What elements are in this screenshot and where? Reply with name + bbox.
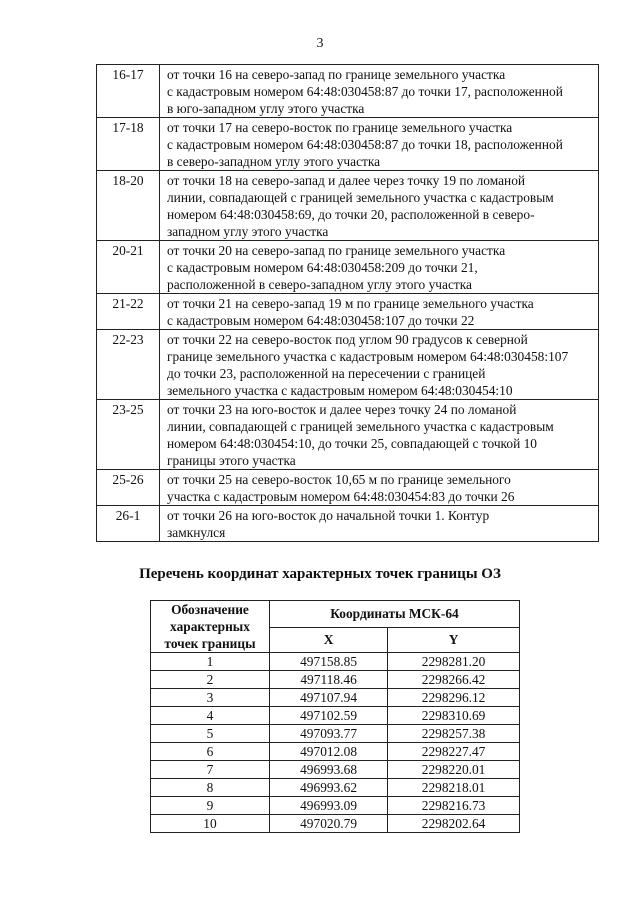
segment-description-line: линии, совпадающей с границей земельного участка с кадастровым [167, 190, 554, 205]
coordinate-row [151, 707, 520, 725]
segment-row [97, 171, 599, 241]
point-id-cell: 8 [151, 779, 270, 797]
coordinate-row [151, 797, 520, 815]
x-value-cell: 497158.85 [270, 653, 388, 671]
x-value-cell: 497093.77 [270, 725, 388, 743]
segment-code: 23-25 [97, 400, 160, 470]
point-label-header-line: точек границы [164, 636, 256, 651]
y-value-cell: 2298296.12 [388, 689, 520, 707]
segment-description [160, 65, 599, 118]
coordinates-table [150, 600, 520, 833]
coordinate-row [151, 671, 520, 689]
x-value-cell: 497107.94 [270, 689, 388, 707]
point-id-cell: 7 [151, 761, 270, 779]
segment-description-line: от точки 20 на северо-запад по границе земельного участка [167, 243, 506, 258]
segment-description-line: номером 64:48:030458:69, до точки 20, расположенной в северо- [167, 207, 535, 222]
segment-description-line: земельного участка с кадастровым номером 64:48:030454:10 [167, 383, 513, 398]
segment-description [160, 470, 599, 506]
segment-description-line: до точки 23, расположенной на пересечении с границей [167, 366, 486, 381]
y-value-cell: 2298281.20 [388, 653, 520, 671]
segment-description [160, 506, 599, 542]
page-number: 3 [316, 36, 324, 51]
x-value-cell: 496993.62 [270, 779, 388, 797]
segment-description-line: западном углу этого участка [167, 224, 329, 239]
segment-code: 22-23 [97, 330, 160, 400]
segment-code: 25-26 [97, 470, 160, 506]
segment-description [160, 400, 599, 470]
segment-description-line: участка с кадастровым номером 64:48:030454:83 до точки 26 [167, 489, 515, 504]
segment-row [97, 330, 599, 400]
coordinate-row [151, 689, 520, 707]
coordinate-row [151, 761, 520, 779]
x-value-cell: 496993.09 [270, 797, 388, 815]
x-value-cell: 497102.59 [270, 707, 388, 725]
y-value-cell: 2298218.01 [388, 779, 520, 797]
segment-description-line: с кадастровым номером 64:48:030458:87 до точки 17, расположенной [167, 84, 563, 99]
segment-description-line: от точки 16 на северо-запад по границе земельного участка [167, 67, 506, 82]
y-value-cell: 2298220.01 [388, 761, 520, 779]
section-title: Перечень координат характерных точек границы ОЗ [139, 566, 501, 582]
point-id-cell: 4 [151, 707, 270, 725]
point-id-cell: 6 [151, 743, 270, 761]
x-value-cell: 497020.79 [270, 815, 388, 833]
segment-description-line: от точки 18 на северо-запад и далее через точку 19 по ломаной [167, 173, 526, 188]
segment-description-line: линии, совпадающей с границей земельного участка с кадастровым [167, 419, 554, 434]
segment-description-line: границе земельного участка с кадастровым номером 64:48:030458:107 [167, 349, 569, 364]
y-value-cell: 2298266.42 [388, 671, 520, 689]
segment-description-line: расположенной в северо-западном углу этого участка [167, 277, 473, 292]
segment-row [97, 65, 599, 118]
point-id-cell: 10 [151, 815, 270, 833]
segment-description-line: от точки 22 на северо-восток под углом 90 градусов к северной [167, 332, 528, 347]
segment-row [97, 470, 599, 506]
x-value-cell: 497012.08 [270, 743, 388, 761]
coordinate-row [151, 815, 520, 833]
segment-description-line: от точки 26 на юго-восток до начальной точки 1. Контур [167, 508, 490, 523]
segment-row [97, 506, 599, 542]
segment-row [97, 118, 599, 171]
segment-description [160, 241, 599, 294]
y-value-cell: 2298216.73 [388, 797, 520, 815]
point-label-header [151, 601, 270, 653]
segment-description-line: от точки 23 на юго-восток и далее через точку 24 по ломаной [167, 402, 517, 417]
point-id-cell: 2 [151, 671, 270, 689]
segment-description-line: с кадастровым номером 64:48:030458:209 до точки 21, [167, 260, 478, 275]
coordinate-row [151, 743, 520, 761]
x-value-cell: 496993.68 [270, 761, 388, 779]
x-column-header: X [270, 627, 388, 652]
y-value-cell: 2298310.69 [388, 707, 520, 725]
point-label-header-line: характерных [170, 619, 250, 634]
segment-code: 17-18 [97, 118, 160, 171]
coordinate-system-header: Координаты МСК-64 [270, 601, 520, 628]
segment-code: 20-21 [97, 241, 160, 294]
segment-code: 26-1 [97, 506, 160, 542]
segment-description-line: от точки 21 на северо-запад 19 м по границе земельного участка [167, 296, 534, 311]
segment-description-line: замкнулся [167, 525, 226, 540]
coordinate-row [151, 725, 520, 743]
y-column-header: Y [388, 627, 520, 652]
segment-row [97, 241, 599, 294]
point-label-header-line: Обозначение [171, 602, 249, 617]
segment-description [160, 171, 599, 241]
y-value-cell: 2298257.38 [388, 725, 520, 743]
y-value-cell: 2298227.47 [388, 743, 520, 761]
segment-description-line: номером 64:48:030454:10, до точки 25, совпадающей с точкой 10 [167, 436, 537, 451]
segment-code: 18-20 [97, 171, 160, 241]
segment-code: 21-22 [97, 294, 160, 330]
point-id-cell: 9 [151, 797, 270, 815]
segment-row [97, 400, 599, 470]
segment-description-line: границы этого участка [167, 453, 296, 468]
segment-description-line: от точки 25 на северо-восток 10,65 м по границе земельного [167, 472, 511, 487]
segment-code: 16-17 [97, 65, 160, 118]
segment-row [97, 294, 599, 330]
segment-description-line: с кадастровым номером 64:48:030458:107 до точки 22 [167, 313, 475, 328]
coordinate-row [151, 779, 520, 797]
segment-description [160, 118, 599, 171]
segment-description-line: в северо-западном углу этого участка [167, 154, 381, 169]
segment-description [160, 294, 599, 330]
segment-description [160, 330, 599, 400]
point-id-cell: 3 [151, 689, 270, 707]
segment-description-line: в юго-западном углу этого участка [167, 101, 365, 116]
boundary-segments-table [96, 64, 599, 542]
point-id-cell: 5 [151, 725, 270, 743]
segment-description-line: с кадастровым номером 64:48:030458:87 до точки 18, расположенной [167, 137, 563, 152]
point-id-cell: 1 [151, 653, 270, 671]
coordinate-row [151, 653, 520, 671]
y-value-cell: 2298202.64 [388, 815, 520, 833]
segment-description-line: от точки 17 на северо-восток по границе земельного участка [167, 120, 513, 135]
x-value-cell: 497118.46 [270, 671, 388, 689]
